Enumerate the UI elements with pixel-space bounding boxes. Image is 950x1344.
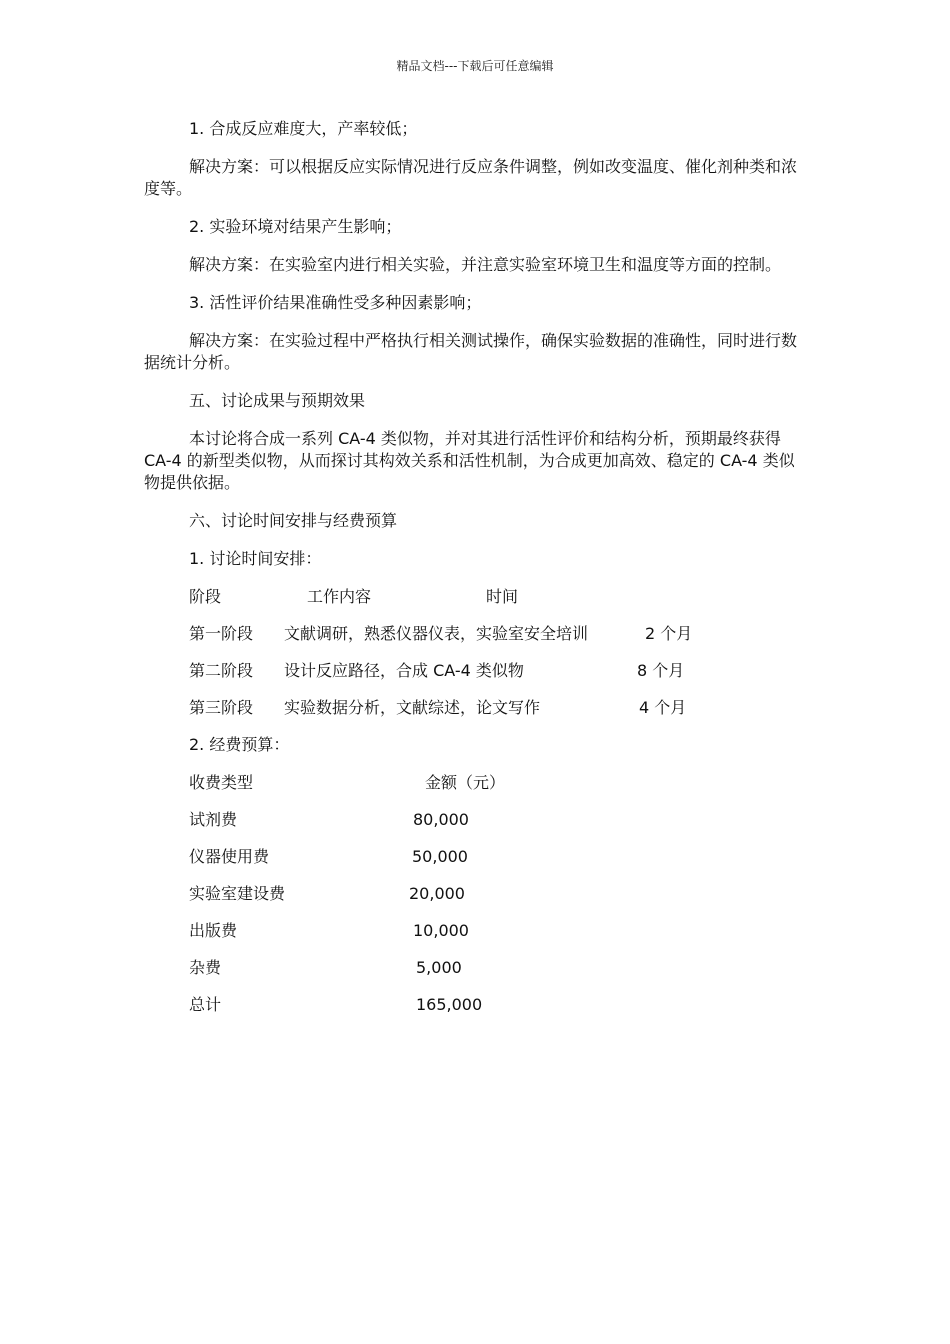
budget-amount: 165,000 <box>416 995 483 1014</box>
paragraph-solution-2: 解决方案：在实验室内进行相关实验，并注意实验室环境卫生和温度等方面的控制。 <box>189 255 782 274</box>
budget-amount: 20,000 <box>409 884 465 903</box>
document-body <box>144 118 806 1031</box>
table-row <box>189 660 806 682</box>
schedule-stage: 第三阶段 <box>189 698 254 717</box>
schedule-stage: 第二阶段 <box>189 661 254 680</box>
budget-type: 仪器使用费 <box>189 847 270 866</box>
schedule-table <box>144 586 806 719</box>
budget-amount: 50,000 <box>412 847 468 866</box>
schedule-time: 8 个月 <box>637 661 685 680</box>
table-row <box>189 809 806 831</box>
table-row <box>189 846 806 868</box>
schedule-content: 实验数据分析，文献综述，论文写作 <box>284 698 541 717</box>
page-header: 精品文档---下载后可任意编辑 <box>396 59 554 73</box>
budget-type: 试剂费 <box>189 810 238 829</box>
schedule-stage: 第一阶段 <box>189 624 254 643</box>
schedule-content: 文献调研，熟悉仪器仪表，实验室安全培训 <box>284 624 589 643</box>
budget-amount: 5,000 <box>416 958 462 977</box>
budget-amount: 10,000 <box>413 921 469 940</box>
paragraph-solution-1: 解决方案：可以根据反应实际情况进行反应条件调整，例如改变温度、催化剂种类和浓度等。 <box>144 157 798 198</box>
table-row <box>189 957 806 979</box>
table-row <box>189 994 806 1016</box>
schedule-header-stage: 阶段 <box>189 587 222 606</box>
budget-header-row <box>189 772 806 794</box>
schedule-content: 设计反应路径，合成 CA-4 类似物 <box>284 661 524 680</box>
budget-type: 实验室建设费 <box>189 884 286 903</box>
budget-header-amount: 金额（元） <box>425 773 506 792</box>
section-heading-5: 五、讨论成果与预期效果 <box>189 391 366 410</box>
budget-type: 杂费 <box>189 958 222 977</box>
schedule-header-row <box>189 586 806 608</box>
budget-type: 出版费 <box>189 921 238 940</box>
table-row <box>189 697 806 719</box>
schedule-header-time: 时间 <box>486 587 519 606</box>
table-row <box>189 883 806 905</box>
schedule-time: 2 个月 <box>645 624 693 643</box>
schedule-header-content: 工作内容 <box>307 587 372 606</box>
schedule-time: 4 个月 <box>639 698 687 717</box>
section-heading-6: 六、讨论时间安排与经费预算 <box>189 511 398 530</box>
paragraph-issue-1: 1. 合成反应难度大，产率较低； <box>189 119 418 138</box>
paragraph-expected-results: 本讨论将合成一系列 CA-4 类似物，并对其进行活性评价和结构分析，预期最终获得 CA-4 的新型类似物，从而探讨其构效关系和活性机制，为合成更加高效、稳定的 CA-4 类似物提供依据。 <box>144 429 795 492</box>
budget-amount: 80,000 <box>413 810 469 829</box>
budget-table <box>144 772 806 1016</box>
paragraph-issue-3: 3. 活性评价结果准确性受多种因素影响； <box>189 293 482 312</box>
table-row <box>189 920 806 942</box>
table-row <box>189 623 806 645</box>
subheading-schedule: 1. 讨论时间安排： <box>189 549 322 568</box>
subheading-budget: 2. 经费预算： <box>189 735 290 754</box>
paragraph-issue-2: 2. 实验环境对结果产生影响； <box>189 217 402 236</box>
budget-header-type: 收费类型 <box>189 773 254 792</box>
budget-type: 总计 <box>189 995 222 1014</box>
paragraph-solution-3: 解决方案：在实验过程中严格执行相关测试操作，确保实验数据的准确性，同时进行数据统计分析。 <box>144 331 798 372</box>
